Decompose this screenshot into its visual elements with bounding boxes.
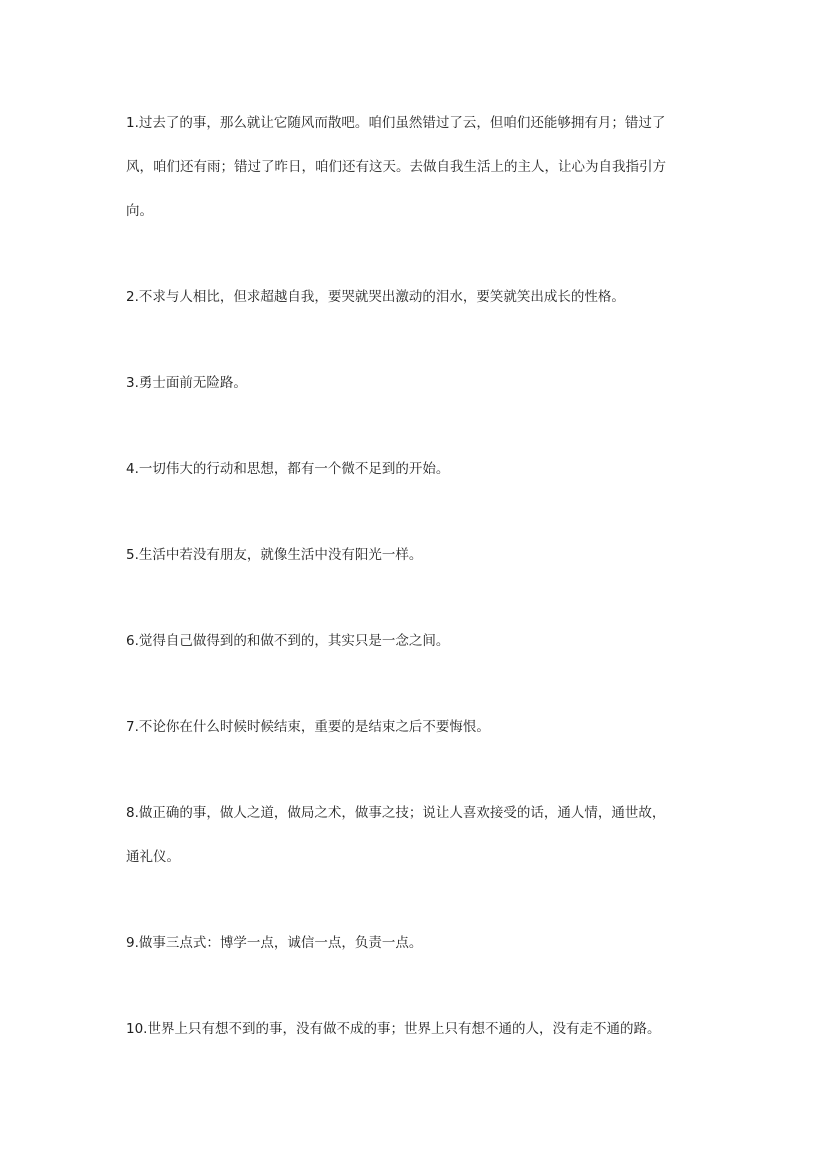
paragraph-9 (126, 933, 716, 954)
paragraph-1 (126, 113, 716, 222)
paragraph-4 (126, 459, 716, 480)
paragraph-line: 2.不求与人相比，但求超越自我，要哭就哭出激动的泪水，要笑就笑出成长的性格。 (126, 289, 625, 305)
paragraph-line: 9.做事三点式：博学一点，诚信一点，负责一点。 (126, 935, 423, 951)
paragraph-3 (126, 373, 716, 394)
paragraph-line: 8.做正确的事，做人之道，做局之术，做事之技；说让人喜欢接受的话，通人情，通世故， (126, 805, 666, 821)
paragraph-5 (126, 545, 716, 566)
paragraph-line: 通礼仪。 (126, 849, 180, 865)
paragraph-line: 7.不论你在什么时候时候结束，重要的是结束之后不要悔恨。 (126, 719, 490, 735)
paragraph-line: 10.世界上只有想不到的事，没有做不成的事；世界上只有想不通的人，没有走不通的路。 (126, 1021, 661, 1037)
paragraph-line: 向。 (126, 203, 153, 219)
paragraph-8 (126, 803, 716, 868)
paragraph-2 (126, 287, 716, 308)
paragraph-line: 4.一切伟大的行动和思想，都有一个微不足到的开始。 (126, 461, 450, 477)
paragraph-line: 3.勇士面前无险路。 (126, 375, 247, 391)
paragraph-line: 1.过去了的事，那么就让它随风而散吧。咱们虽然错过了云，但咱们还能够拥有月；错过了 (126, 115, 666, 131)
paragraph-line: 风，咱们还有雨；错过了昨日，咱们还有这天。去做自我生活上的主人，让心为自我指引方 (126, 159, 666, 175)
paragraph-line: 6.觉得自己做得到的和做不到的，其实只是一念之间。 (126, 633, 450, 649)
paragraph-10 (126, 1019, 716, 1040)
paragraph-line: 5.生活中若没有朋友，就像生活中没有阳光一样。 (126, 547, 423, 563)
paragraph-6 (126, 631, 716, 652)
paragraph-7 (126, 717, 716, 738)
